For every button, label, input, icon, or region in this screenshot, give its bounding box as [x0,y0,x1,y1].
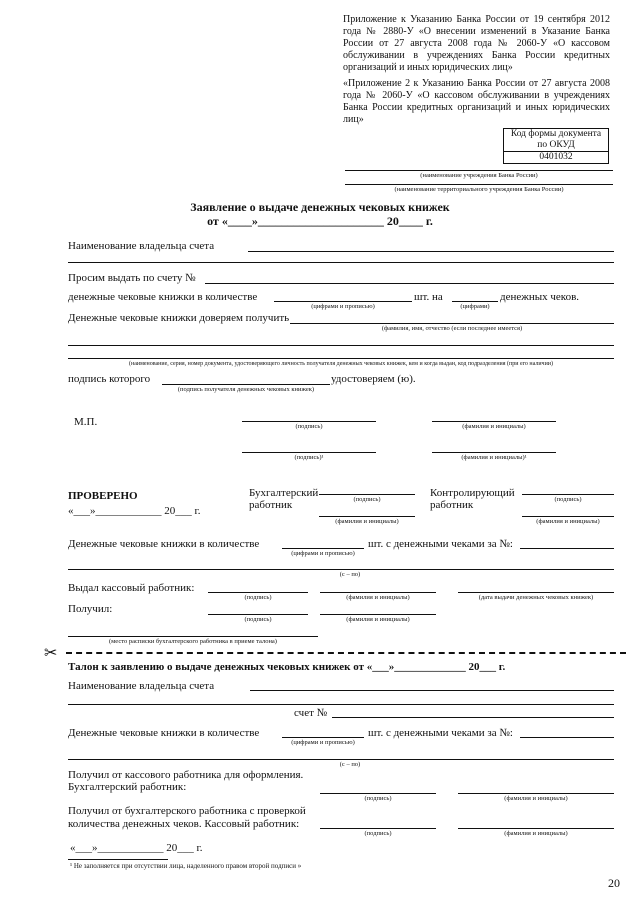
territorial-line [345,184,613,185]
cashier2-name-field[interactable] [458,828,614,829]
place-sig-field[interactable] [68,636,318,637]
stamp-label: М.П. [74,416,98,428]
received-from-acc-1: Получил от бухгалтерского работника с проверкой [68,805,306,817]
form-title: Заявление о выдаче денежных чековых книжек [190,200,450,214]
cap-date-issue: (дата выдачи денежных чековых книжек) [478,594,594,601]
head-sig-field[interactable] [242,421,376,422]
coupon-pcs-label: шт. с денежными чеками за №: [368,727,513,739]
cap-name-accountant: (фамилия и инициалы) [335,518,399,525]
cap-sig-second: (подпись)¹ [294,454,324,461]
request-label: Просим выдать по счету № [68,272,196,284]
cap-territorial: (наименование территориального учреждения Банка России) [394,186,564,193]
cap-name-head: (фамилия и инициалы) [462,423,526,430]
cap-from-to: (с – по) [339,571,361,578]
controller-label-1: Контролирующий [430,487,515,499]
cap-words-2: (цифрами и прописью) [291,550,355,557]
accounting-worker-label: Бухгалтерский работник: [68,781,187,793]
owner-field[interactable] [248,251,614,252]
coupon-title: Талон к заявлению о выдаче денежных чековых книжек от «___»_____________ 20___ г. [68,661,506,673]
accounting-sig-field[interactable] [320,793,436,794]
id-line-2[interactable] [68,358,614,359]
receiver-name2-field[interactable] [320,614,436,615]
cap-name-controller: (фамилия и инициалы) [536,518,600,525]
checked-label: ПРОВЕРЕНО [68,490,138,502]
cap-name-second: (фамилия и инициалы)¹ [461,454,527,461]
coupon-owner-label: Наименование владельца счета [68,680,215,692]
cheques-qty-field[interactable] [452,301,498,302]
books-qty-field[interactable] [274,301,412,302]
cut-line [66,652,626,654]
coupon-owner-field[interactable] [250,690,614,691]
cheque-range-field[interactable] [68,569,614,570]
cap-name-cashier: (фамилия и инициалы) [346,594,410,601]
cap-name-cashier2: (фамилия и инициалы) [504,830,568,837]
cap-fio: (фамилия, имя, отчество (если последнее имеется) [381,325,523,332]
accountant-label-2: работник [249,499,293,511]
controller-name-field[interactable] [522,516,614,517]
receiver-sig2-field[interactable] [208,614,308,615]
okud-title-1: Код формы документа [510,129,602,139]
trust-fio-field[interactable] [290,323,614,324]
second-sig-field[interactable] [242,452,376,453]
accountant-name-field[interactable] [319,516,415,517]
second-name-field[interactable] [432,452,556,453]
signature-of-label: подпись которого [68,373,151,385]
cap-sig-receiver: (подпись получателя денежных чековых книжек) [177,386,315,393]
issued-by-label: Выдал кассовый работник: [68,582,195,594]
cap-from-to-2: (с – по) [339,761,361,768]
bank-line [345,170,613,171]
pcs-on-label: шт. на [414,291,443,303]
okud-title-2: по ОКУД [537,140,575,150]
footnote-rule [68,859,168,860]
coupon-date: «___»____________ 20___ г. [70,842,203,854]
controller-label-2: работник [430,499,474,511]
certify-label: удостоверяем (ю). [331,373,416,385]
cap-words: (цифрами и прописью) [311,303,375,310]
cap-digits: (цифрами) [460,303,490,310]
accountant-sig-field[interactable] [319,494,415,495]
books-qty2-label: Денежные чековые книжки в количестве [68,538,260,550]
coupon-books-qty-field[interactable] [282,737,364,738]
cheque-numbers-field[interactable] [520,548,614,549]
cap-sig-controller: (подпись) [554,496,582,503]
okud-code: 0401032 [504,151,608,163]
cap-bank: (наименование учреждения Банка России) [420,172,538,179]
coupon-owner-field-2[interactable] [68,704,614,705]
cap-sig-receiver2: (подпись) [244,616,272,623]
cashier-name-field[interactable] [320,592,436,593]
received-from-acc-2: количества денежных чеков. Кассовый работник: [68,818,300,830]
head-name-field[interactable] [432,421,556,422]
cap-sig-cashier: (подпись) [244,594,272,601]
received-label: Получил: [68,603,113,615]
trust-label: Денежные чековые книжки доверяем получить [68,312,290,324]
cashier2-sig-field[interactable] [320,828,436,829]
cap-id: (наименование, серия, номер документа, удостоверяющего личность получателя денежных чековых книжек, кем и когда выдан, код подразделения (при его наличии) [129,361,553,367]
books-qty-label: денежные чековые книжки в количестве [68,291,258,303]
issue-date-field[interactable] [458,592,614,593]
id-line-1[interactable] [68,345,614,346]
cashier-sig-field[interactable] [208,592,308,593]
owner-label: Наименование владельца счета [68,240,215,252]
footnote: ¹ Не заполняется при отсутствии лица, наделенного правом второй подписи » [70,862,302,870]
owner-field-2[interactable] [68,262,614,263]
okud-box [503,128,609,164]
coupon-account-field[interactable] [332,717,614,718]
page-number: 20 [608,876,620,890]
coupon-cheque-numbers-field[interactable] [520,737,614,738]
cap-place-sig: (место расписки бухгалтерского работника в приеме талона) [109,638,277,645]
cap-name-receiver2: (фамилия и инициалы) [346,616,410,623]
cap-sig-accounting: (подпись) [364,795,392,802]
accounting-name-field[interactable] [458,793,614,794]
coupon-books-qty-label: Денежные чековые книжки в количестве [68,727,260,739]
coupon-account-label: счет № [294,707,328,719]
form-date: от «____»_____________________ 20____ г. [207,214,433,228]
cap-sig-head: (подпись) [295,423,323,430]
cap-name-accounting: (фамилия и инициалы) [504,795,568,802]
pcs-with-cheques-label: шт. с денежными чеками за №: [368,538,513,550]
account-field[interactable] [205,283,614,284]
scissors-icon: ✂ [44,643,58,662]
cheques-label: денежных чеков. [500,291,580,303]
books-qty2-field[interactable] [282,548,364,549]
controller-sig-field[interactable] [522,494,614,495]
cap-sig-accountant: (подпись) [353,496,381,503]
cap-words-3: (цифрами и прописью) [291,739,355,746]
header-note-2: «Приложение 2 к Указанию Банка России от 27 августа 2008 года № 2060-У «О кассовом обслуживании в учреждениях Банка России кредитных организаций и иных юридических лиц» [343,78,610,125]
received-from-cashier: Получил от кассового работника для оформления. [68,769,304,781]
accountant-label-1: Бухгалтерский [249,487,319,499]
cap-sig-cashier2: (подпись) [364,830,392,837]
header-note-1: Приложение к Указанию Банка России от 19 сентября 2012 года № 2880-У «О внесении изменений в Указание Банка России от 27 августа 2008 года № 2060-У «О кассовом обслуживании в учреждениях Банка России кредитных организаций и иных юридических лиц» [343,14,610,73]
coupon-cheque-range-field[interactable] [68,759,614,760]
checked-date: «___»____________ 20___ г. [68,505,201,517]
receiver-sig-field[interactable] [162,384,330,385]
